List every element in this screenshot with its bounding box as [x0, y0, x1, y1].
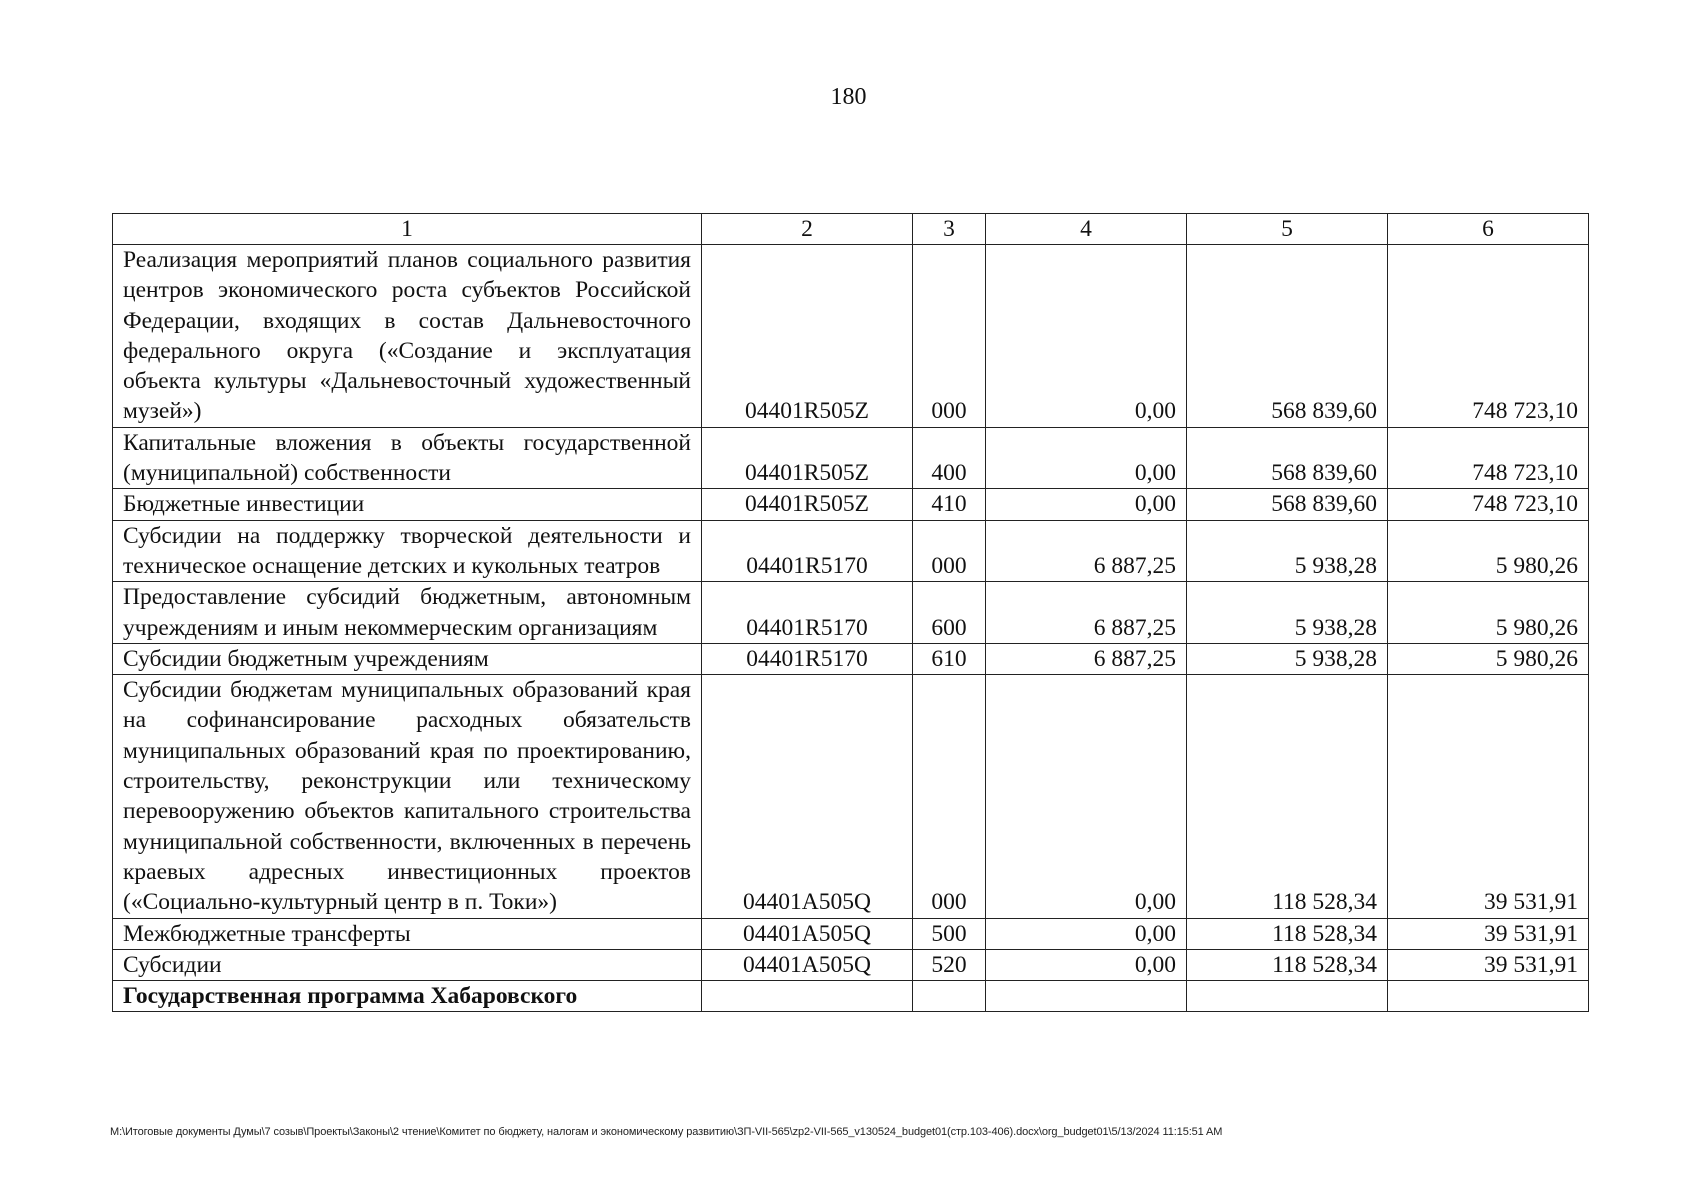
- row-value-col4: 6 887,25: [986, 643, 1187, 674]
- table-row: [113, 427, 1589, 489]
- column-header-6: 6: [1388, 214, 1589, 245]
- column-header-5: 5: [1187, 214, 1388, 245]
- row-target-code: 04401R5170: [702, 643, 913, 674]
- row-value-col6: 748 723,10: [1388, 489, 1589, 520]
- row-target-code: 04401R505Z: [702, 427, 913, 489]
- column-header-3: 3: [913, 214, 986, 245]
- row-value-col6: 5 980,26: [1388, 582, 1589, 644]
- table-row: [113, 981, 1589, 1012]
- row-value-col4: 0,00: [986, 675, 1187, 918]
- table-row: [113, 582, 1589, 644]
- row-expense-type: 000: [913, 245, 986, 428]
- row-value-col4: 0,00: [986, 489, 1187, 520]
- row-value-col6: [1388, 981, 1589, 1012]
- row-expense-type: 600: [913, 582, 986, 644]
- row-value-col5: 568 839,60: [1187, 245, 1388, 428]
- row-value-col4: 0,00: [986, 949, 1187, 980]
- row-value-col6: 39 531,91: [1388, 675, 1589, 918]
- row-value-col5: [1187, 981, 1388, 1012]
- row-value-col5: 118 528,34: [1187, 918, 1388, 949]
- row-value-col4: 0,00: [986, 427, 1187, 489]
- row-expense-type: 400: [913, 427, 986, 489]
- row-description: Государственная программа Хабаровского: [113, 981, 702, 1012]
- row-expense-type: 000: [913, 675, 986, 918]
- row-description: Предоставление субсидий бюджетным, автономным учреждениям и иным некоммерческим организациям: [113, 582, 702, 644]
- row-expense-type: 410: [913, 489, 986, 520]
- column-header-2: 2: [702, 214, 913, 245]
- row-value-col6: 39 531,91: [1388, 918, 1589, 949]
- table-row: [113, 245, 1589, 428]
- row-description: Межбюджетные трансферты: [113, 918, 702, 949]
- row-value-col4: 6 887,25: [986, 520, 1187, 582]
- row-value-col4: 0,00: [986, 245, 1187, 428]
- row-description: Капитальные вложения в объекты государственной (муниципальной) собственности: [113, 427, 702, 489]
- row-expense-type: 610: [913, 643, 986, 674]
- table-body: [113, 245, 1589, 1012]
- row-description: Бюджетные инвестиции: [113, 489, 702, 520]
- row-description: Субсидии бюджетным учреждениям: [113, 643, 702, 674]
- row-expense-type: 520: [913, 949, 986, 980]
- table-row: [113, 643, 1589, 674]
- row-value-col6: 748 723,10: [1388, 427, 1589, 489]
- row-expense-type: 000: [913, 520, 986, 582]
- row-value-col5: 568 839,60: [1187, 427, 1388, 489]
- row-description: Субсидии: [113, 949, 702, 980]
- row-target-code: 04401R505Z: [702, 245, 913, 428]
- table-row: [113, 520, 1589, 582]
- footer-file-path: M:\Итоговые документы Думы\7 созыв\Проекты\Законы\2 чтение\Комитет по бюджету, налогам и экономическому развитию\ЗП-VII-565\zp2-VII-565_v130524_budget01(стр.103-406).docx\org_budget01\5/13/2024 11:15:51 AM: [110, 1126, 1223, 1138]
- row-target-code: 04401R5170: [702, 520, 913, 582]
- table-row: [113, 675, 1589, 918]
- row-value-col6: 5 980,26: [1388, 520, 1589, 582]
- row-description: Субсидии бюджетам муниципальных образований края на софинансирование расходных обязательств муниципальных образований края по проектированию, строительству, реконструкции или техническому перевооружению объектов капитального строительства муниципальной собственности, включенных в перечень краевых адресных инвестиционных проектов («Социально-культурный центр в п. Токи»): [113, 675, 702, 918]
- row-value-col4: 0,00: [986, 918, 1187, 949]
- row-value-col5: 118 528,34: [1187, 949, 1388, 980]
- row-expense-type: [913, 981, 986, 1012]
- table-row: [113, 918, 1589, 949]
- page-number: 180: [830, 84, 867, 110]
- budget-table: [112, 213, 1589, 1012]
- row-value-col4: 6 887,25: [986, 582, 1187, 644]
- row-value-col5: 118 528,34: [1187, 675, 1388, 918]
- table-row: [113, 489, 1589, 520]
- row-expense-type: 500: [913, 918, 986, 949]
- row-value-col5: 5 938,28: [1187, 520, 1388, 582]
- row-description: Субсидии на поддержку творческой деятельности и техническое оснащение детских и кукольных театров: [113, 520, 702, 582]
- row-value-col6: 5 980,26: [1388, 643, 1589, 674]
- row-description: Реализация мероприятий планов социального развития центров экономического роста субъектов Российской Федерации, входящих в состав Дальневосточного федерального округа («Создание и эксплуатация объекта культуры «Дальневосточный художественный музей»): [113, 245, 702, 428]
- row-value-col6: 748 723,10: [1388, 245, 1589, 428]
- row-target-code: 04401A505Q: [702, 949, 913, 980]
- table-header-row: [113, 214, 1589, 245]
- row-target-code: [702, 981, 913, 1012]
- row-value-col4: [986, 981, 1187, 1012]
- row-target-code: 04401A505Q: [702, 918, 913, 949]
- column-header-4: 4: [986, 214, 1187, 245]
- column-header-1: 1: [113, 214, 702, 245]
- row-value-col5: 5 938,28: [1187, 582, 1388, 644]
- row-target-code: 04401R505Z: [702, 489, 913, 520]
- row-target-code: 04401A505Q: [702, 675, 913, 918]
- row-value-col5: 5 938,28: [1187, 643, 1388, 674]
- row-value-col6: 39 531,91: [1388, 949, 1589, 980]
- row-target-code: 04401R5170: [702, 582, 913, 644]
- row-value-col5: 568 839,60: [1187, 489, 1388, 520]
- table-row: [113, 949, 1589, 980]
